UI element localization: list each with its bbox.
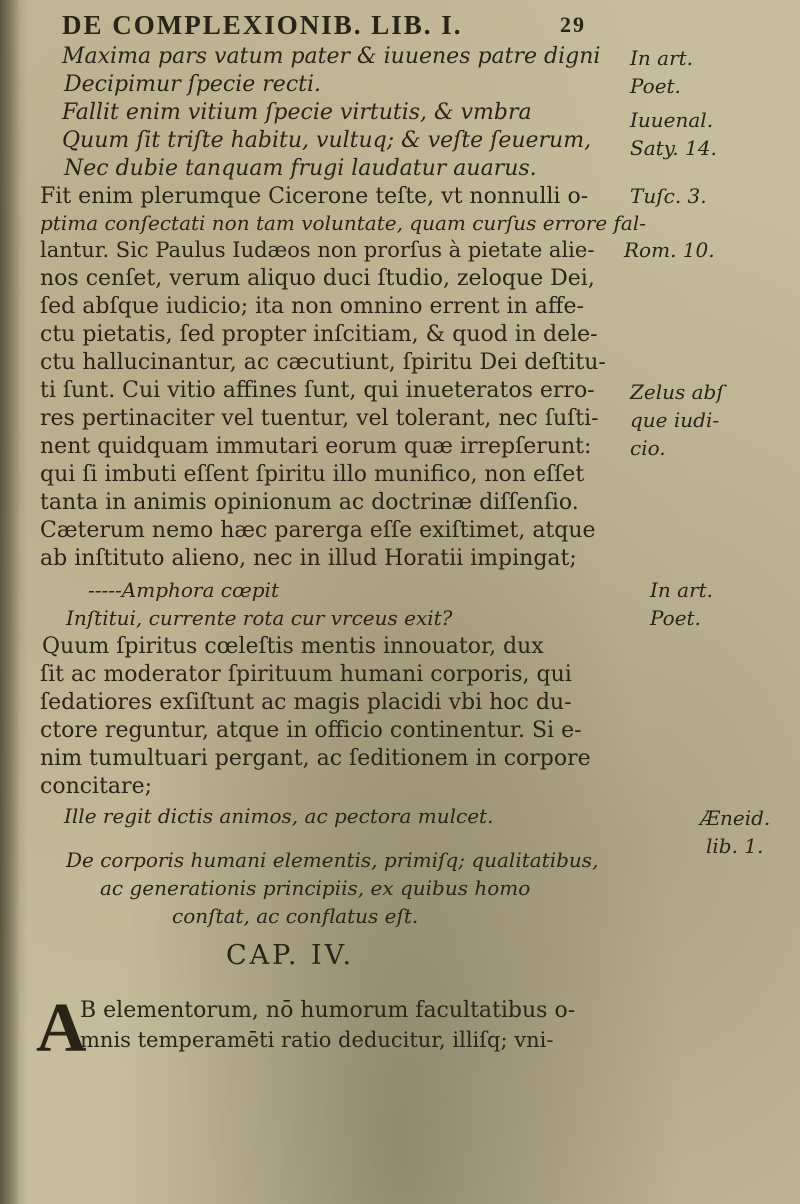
- text-line: concitare;: [40, 774, 152, 799]
- verse-line: Decipimur ſpecie recti.: [64, 72, 322, 97]
- text-line: Quum ſpiritus cœleſtis mentis innouator, dux: [42, 634, 544, 659]
- text-line: ti ſunt. Cui vitio affines ſunt, qui inueteratos erro-: [40, 378, 595, 403]
- text-line: nos cenſet, verum aliquo duci ſtudio, zeloque Dei,: [40, 266, 595, 291]
- text-line: ctu hallucinantur, ac cæcutiunt, ſpiritu Dei deſtitu-: [40, 350, 606, 375]
- running-title: DE COMPLEXIONIB. LIB. I.: [62, 10, 463, 40]
- text-line: qui ſi imbuti eſſent ſpiritu illo munifico, non eſſet: [40, 462, 585, 487]
- margin-note: Zelus abſ: [630, 380, 724, 404]
- text-line: Fit enim plerumque Cicerone teſte, vt nonnulli o-: [40, 184, 589, 209]
- text-line: B elementorum, nō humorum facultatibus o-: [80, 998, 576, 1023]
- text-line: ab inſtituto alieno, nec in illud Horatii impingat;: [40, 546, 577, 571]
- margin-note: Æneid.: [700, 806, 771, 830]
- text-line: Cæterum nemo hæc parerga eſſe exiſtimet, atque: [40, 518, 596, 543]
- text-line: lantur. Sic Paulus Iudæos non prorſus à pietate alie-: [40, 238, 595, 262]
- text-line: ſed abſque iudicio; ita non omnino errent in affe-: [40, 294, 584, 319]
- margin-note: Tuſc. 3.: [630, 184, 707, 208]
- text-line: ctore reguntur, atque in officio continentur. Si e-: [40, 718, 582, 743]
- text-line: tanta in animis opinionum ac doctrinæ diſſenſio.: [40, 490, 579, 515]
- text-line: res pertinaciter vel tuentur, vel tolerant, nec ſuſti-: [40, 406, 599, 431]
- verse-line: Quum ſit triſte habitu, vultuq; & veſte ſeuerum,: [62, 128, 592, 153]
- margin-note: lib. 1.: [706, 834, 764, 858]
- margin-note: In art.: [630, 46, 694, 70]
- margin-note: cio.: [630, 436, 666, 460]
- verse-line: Maxima pars vatum pater & iuuenes patre digni: [62, 44, 601, 69]
- binding-shadow: [0, 0, 20, 1204]
- chapter-summary: conſtat, ac conflatus eſt.: [172, 904, 419, 928]
- text-line: nent quidquam immutari eorum quæ irrepſerunt:: [40, 434, 592, 459]
- text-line: mnis temperamēti ratio deducitur, illiſq; vni-: [80, 1028, 554, 1052]
- quote-line: -----Amphora cœpit: [88, 578, 279, 602]
- text-line: ſedatiores exſiſtunt ac magis placidi vbi hoc du-: [40, 690, 572, 715]
- margin-note: que iudi-: [630, 408, 720, 432]
- chapter-summary: De corporis humani elementis, primiſq; qualitatibus,: [66, 848, 599, 872]
- text-line: ptima conſectati non tam voluntate, quam curſus errore fal-: [40, 211, 646, 235]
- quote-line: Ille regit dictis animos, ac pectora mulcet.: [64, 804, 494, 828]
- chapter-summary: ac generationis principiis, ex quibus homo: [100, 876, 531, 900]
- margin-note: Poet.: [650, 606, 701, 630]
- page-number: 29: [560, 12, 586, 37]
- text-line: nim tumultuari pergant, ac ſeditionem in corpore: [40, 746, 591, 771]
- quote-line: Inſtitui, currente rota cur vrceus exit?: [66, 606, 453, 630]
- text-line: ctu pietatis, ſed propter inſcitiam, & quod in dele-: [40, 322, 598, 347]
- margin-note: In art.: [650, 578, 714, 602]
- margin-note: Saty. 14.: [630, 136, 717, 160]
- margin-note: Rom. 10.: [624, 238, 715, 262]
- verse-line: Fallit enim vitium ſpecie virtutis, & vmbra: [62, 100, 532, 125]
- verse-line: Nec dubie tanquam frugi laudatur auarus.: [64, 156, 537, 181]
- margin-note: Iuuenal.: [630, 108, 714, 132]
- chapter-number: CAP. IV.: [226, 940, 355, 971]
- text-line: ſit ac moderator ſpirituum humani corporis, qui: [40, 662, 572, 687]
- margin-note: Poet.: [630, 74, 681, 98]
- drop-cap: A: [36, 990, 87, 1067]
